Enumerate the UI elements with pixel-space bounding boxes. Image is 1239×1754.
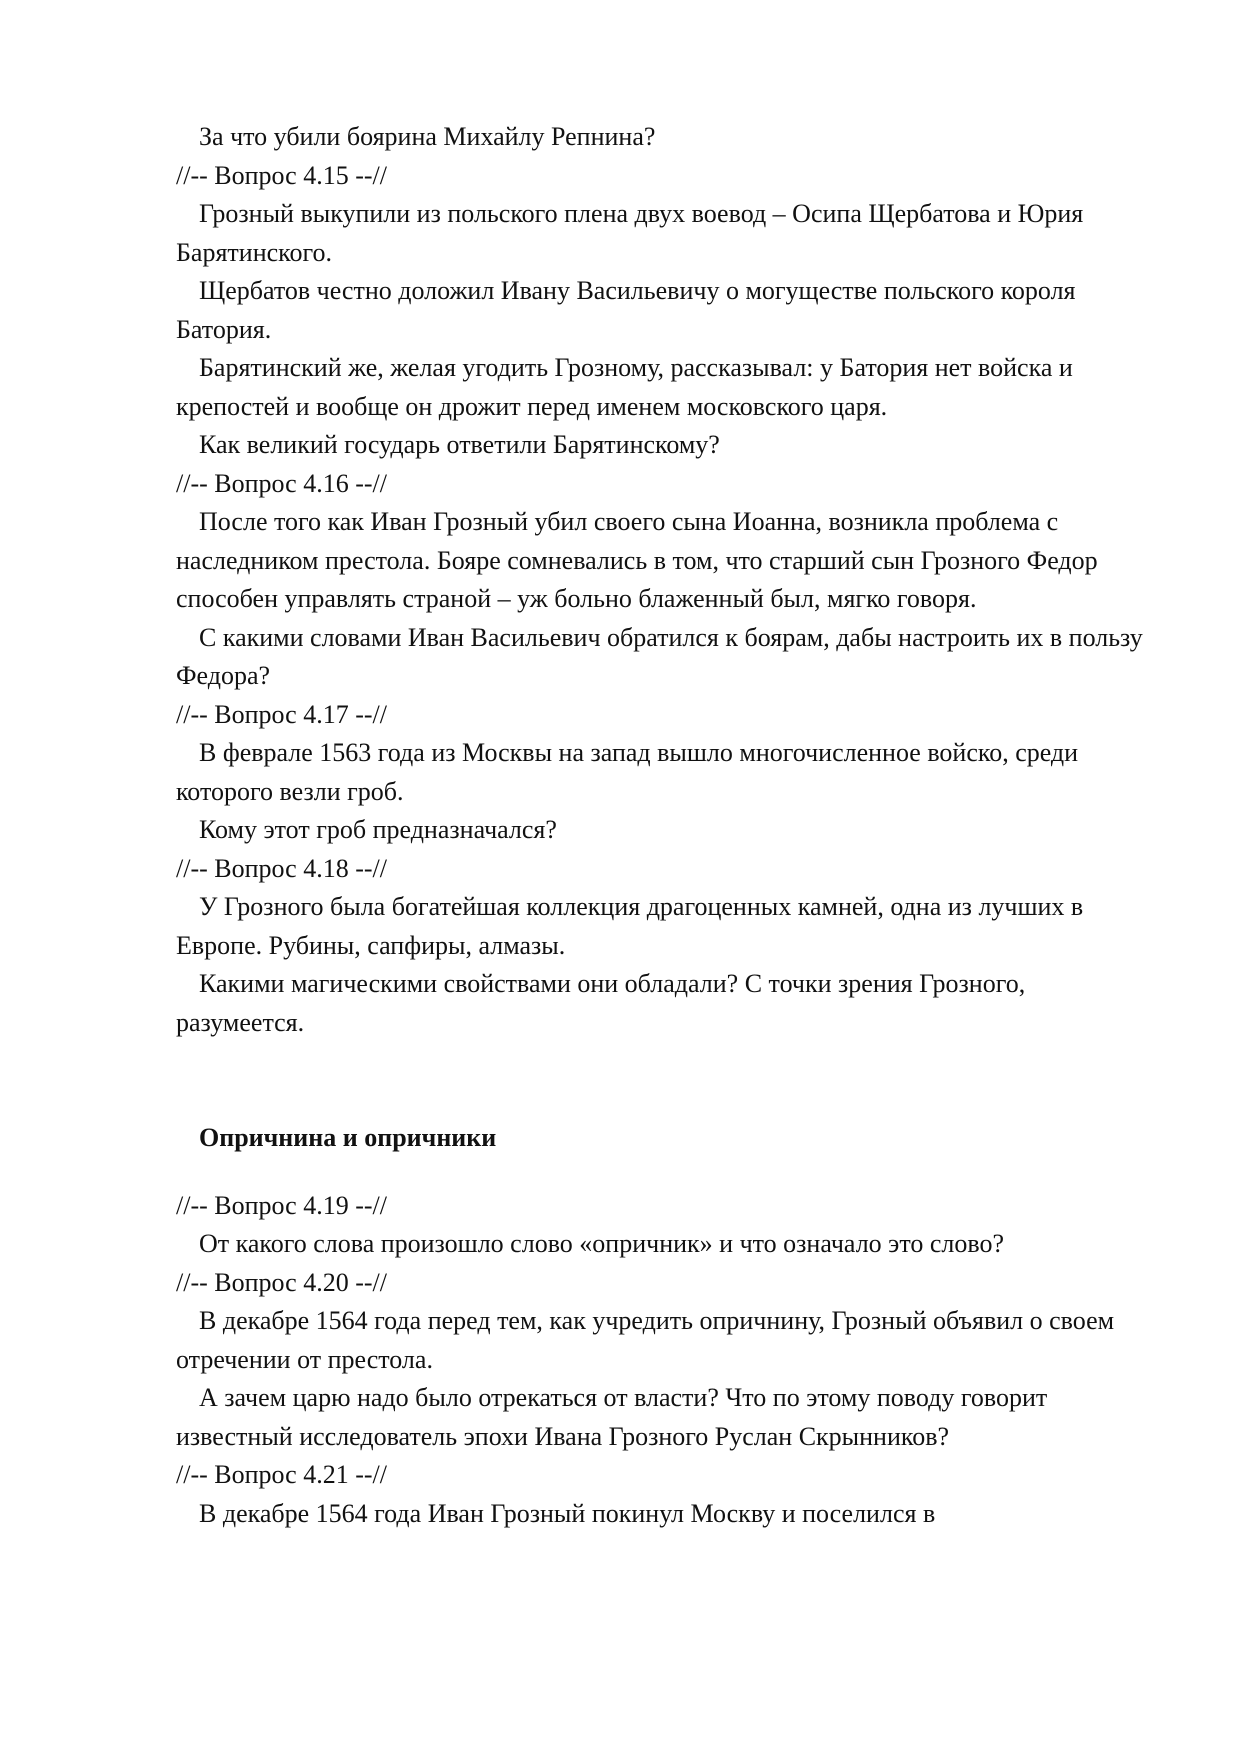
paragraph: У Грозного была богатейшая коллекция драгоценных камней, одна из лучших в Европе. Рубины, сапфиры, алмазы. <box>176 892 1084 960</box>
paragraph: От какого слова произошло слово «опричник» и что означало это слово? <box>199 1229 1004 1258</box>
question-marker: //-- Вопрос 4.18 --// <box>176 853 387 883</box>
paragraph: Щербатов честно доложил Ивану Васильевичу о могуществе польского короля Батория. <box>176 276 1076 344</box>
paragraph: После того как Иван Грозный убил своего сына Иоанна, возникла проблема с наследником престола. Бояре сомневались в том, что старший сын Грозного Федор способен управлять страной – уж больно блаженный был, мягко говоря. <box>176 507 1098 613</box>
paragraph: За что убили боярина Михайлу Репнина? <box>199 122 656 151</box>
paragraph: Как великий государь ответили Барятинскому? <box>199 430 720 459</box>
question-marker: //-- Вопрос 4.20 --// <box>176 1267 387 1297</box>
section-spacer <box>176 1042 1156 1119</box>
paragraph: В феврале 1563 года из Москвы на запад вышло многочисленное войско, среди которого везли гроб. <box>176 738 1079 806</box>
question-marker: //-- Вопрос 4.19 --// <box>176 1190 387 1220</box>
paragraph: Грозный выкупили из польского плена двух воевод – Осипа Щербатова и Юрия Барятинского. <box>176 199 1084 267</box>
heading-spacer <box>176 1158 1156 1187</box>
paragraph: Какими магическими свойствами они обладали? С точки зрения Грозного, разумеется. <box>176 969 1026 1037</box>
question-marker: //-- Вопрос 4.15 --// <box>176 160 387 190</box>
paragraph: Кому этот гроб предназначался? <box>199 815 557 844</box>
paragraph: С какими словами Иван Васильевич обратился к боярам, дабы настроить их в пользу Федора? <box>176 622 1143 690</box>
paragraph: В декабре 1564 года перед тем, как учредить опричнину, Грозный объявил о своем отречении от престола. <box>176 1306 1115 1374</box>
question-marker: //-- Вопрос 4.16 --// <box>176 468 387 498</box>
question-marker: //-- Вопрос 4.17 --// <box>176 699 387 729</box>
document-body <box>176 118 1156 1533</box>
section-heading: Опричнина и опричники <box>199 1123 497 1152</box>
paragraph: А зачем царю надо было отрекаться от власти? Что по этому поводу говорит известный исследователь эпохи Ивана Грозного Руслан Скрынников? <box>176 1383 1048 1451</box>
question-marker: //-- Вопрос 4.21 --// <box>176 1460 387 1489</box>
paragraph: В декабре 1564 года Иван Грозный покинул Москву и поселился в <box>199 1498 936 1528</box>
paragraph: Барятинский же, желая угодить Грозному, рассказывал: у Батория нет войска и крепостей и вообще он дрожит перед именем московского царя. <box>176 353 1073 421</box>
